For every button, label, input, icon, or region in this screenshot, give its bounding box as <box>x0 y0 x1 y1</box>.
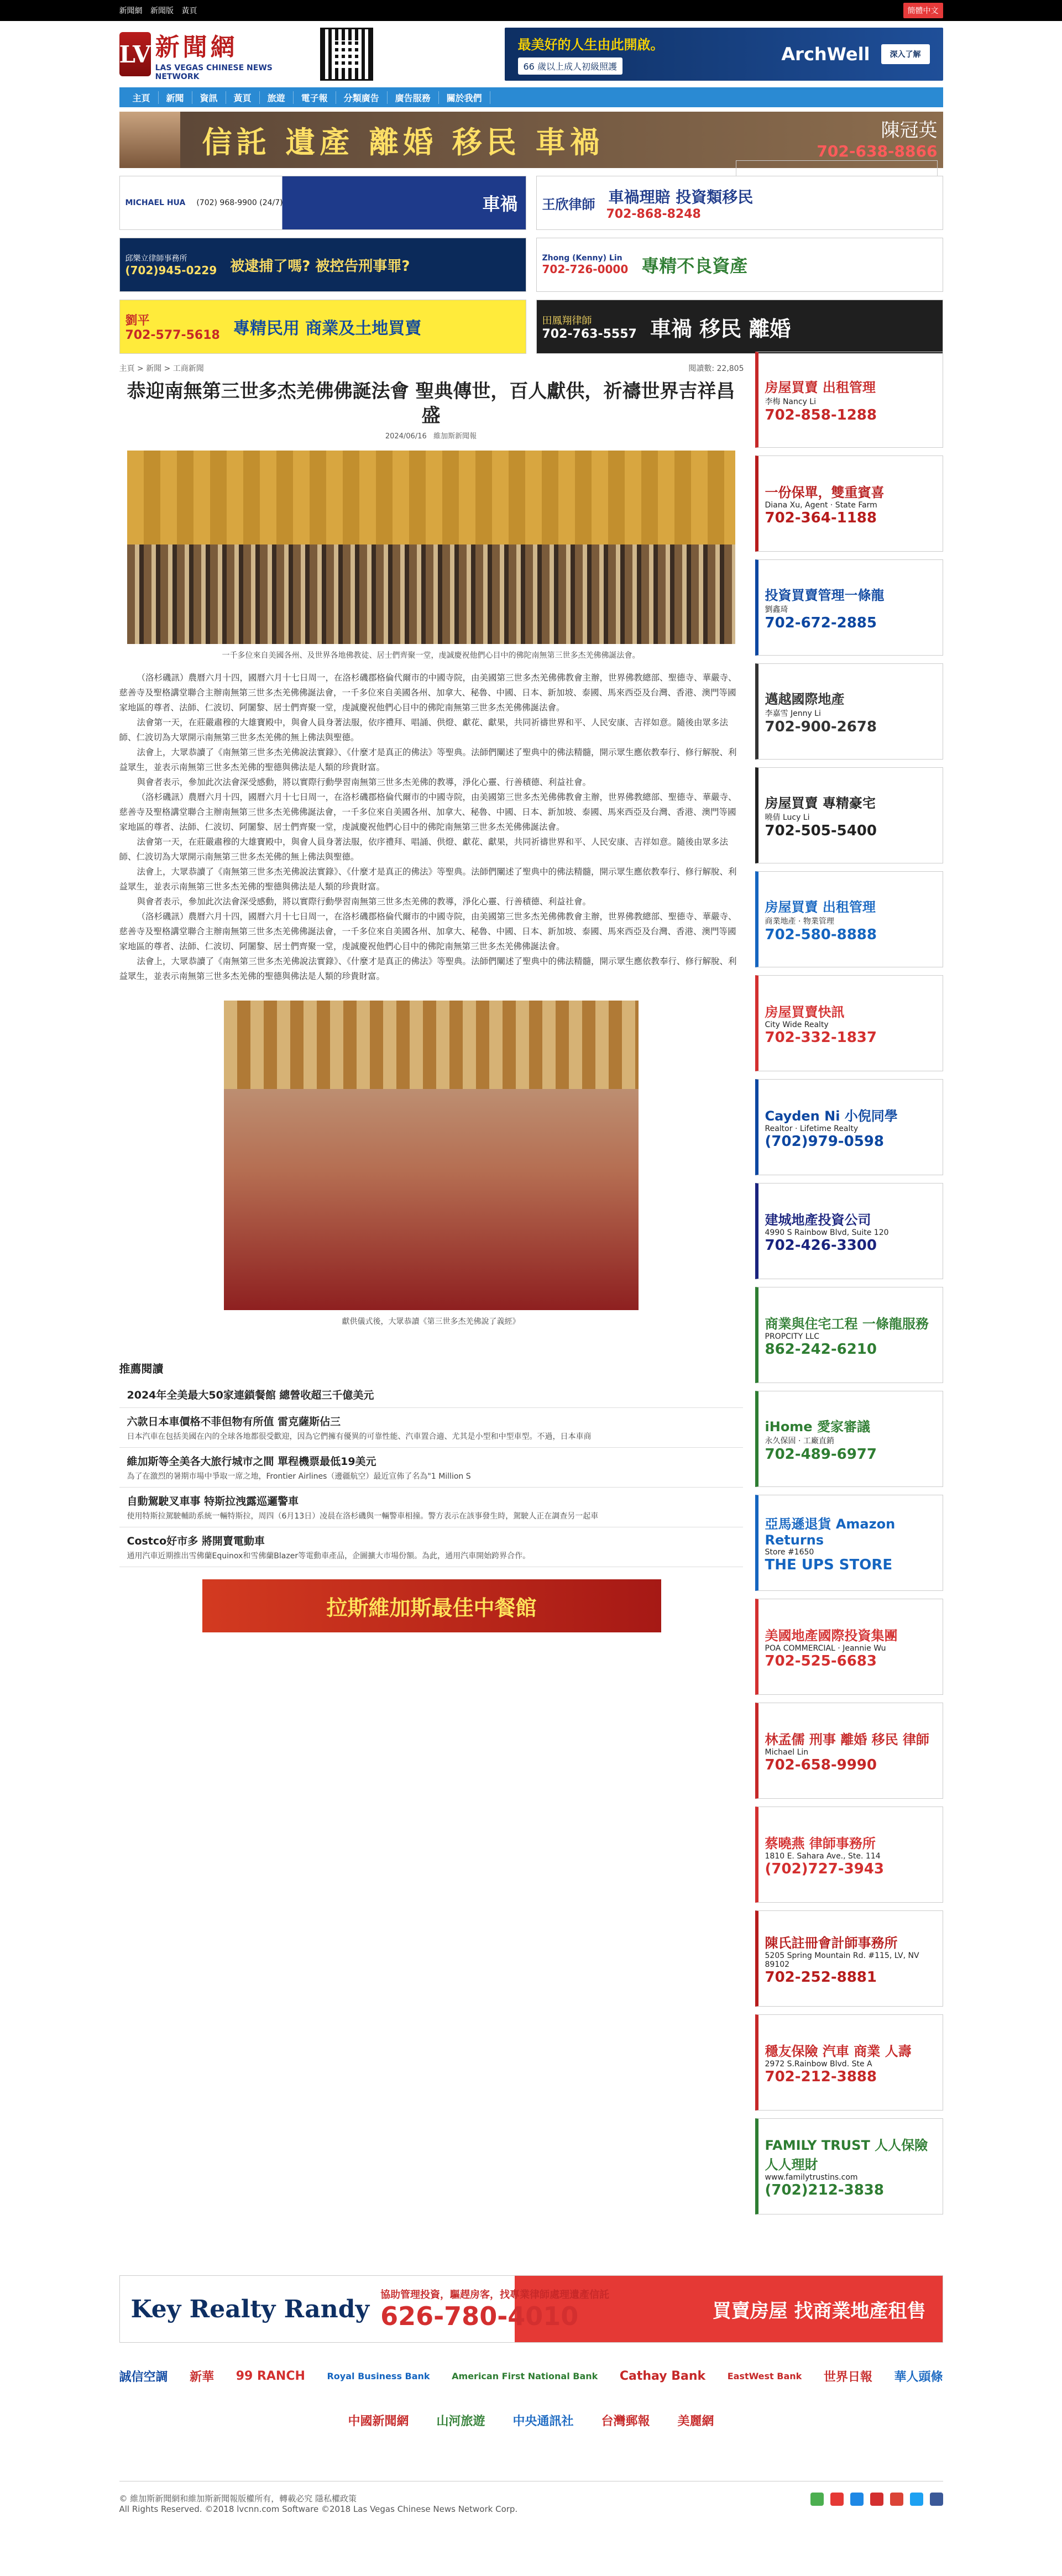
related-desc: 為了在激烈的暑期市場中爭取一席之地，Frontier Airlines（邊疆航空）最近宣佈了名為"1 Million S <box>127 1472 471 1481</box>
wechat-icon[interactable] <box>810 2493 824 2506</box>
header-ad-button[interactable]: 深入了解 <box>881 44 930 64</box>
sponsor-logo[interactable]: 中央通訊社 <box>512 2414 574 2428</box>
article-photo-2 <box>224 1001 639 1310</box>
sidebar-ad-meta: Diana Xu, Agent · State Farm <box>765 500 877 510</box>
social-links <box>810 2493 943 2514</box>
facebook-icon[interactable] <box>930 2493 943 2506</box>
breadcrumb <box>119 363 744 374</box>
sponsor-logo[interactable]: 誠信空調 <box>119 2370 168 2384</box>
related-title[interactable]: 自動駕駛叉車事 特斯拉洩露巡邏警車 <box>127 1495 299 1507</box>
google-plus-icon[interactable] <box>890 2493 903 2506</box>
sidebar-ad-phone: 702-580-8888 <box>765 926 877 943</box>
nav-info[interactable]: 資訊 <box>192 91 226 104</box>
article-content <box>119 374 743 2214</box>
sidebar-ad-meta: 2972 S.Rainbow Blvd. Ste A <box>765 2059 872 2069</box>
sidebar-ad-phone: 702-672-2885 <box>765 614 877 631</box>
key-realty-tagline: 協助管理投資，驅趕房客，找專業律師處理遺產信託 <box>380 2289 610 2301</box>
logo-en: LAS VEGAS CHINESE NEWS NETWORK <box>155 64 273 81</box>
sidebar-ad-title: iHome 愛家審議 <box>765 1418 870 1434</box>
nav-home[interactable]: 主頁 <box>125 91 159 104</box>
sidebar-ad-phone: 702-212-3888 <box>765 2068 877 2085</box>
sidebar-ad[interactable] <box>755 1079 943 1175</box>
related-heading: 推薦閱讀 <box>119 1362 164 1375</box>
sponsor-logo[interactable]: 中國新聞網 <box>348 2414 409 2428</box>
sidebar-ad-phone: 702-858-1288 <box>765 406 877 423</box>
nav-ad-service[interactable]: 廣告服務 <box>388 91 439 104</box>
sidebar-ad-title: 房屋買賣快訊 <box>765 1004 845 1020</box>
sidebar-ad-meta: 1810 E. Sahara Ave., Ste. 114 <box>765 1851 881 1861</box>
sidebar-ad[interactable] <box>755 1599 943 1695</box>
related-desc: 日本汽車在包括美國在內的全球各地都很受歡迎，因為它們擁有優異的可靠性能、汽車置合適、尤其是小型和中型車型。不過，日本車商 <box>127 1432 592 1441</box>
sidebar-ad[interactable] <box>755 975 943 1071</box>
related-item[interactable] <box>119 1448 743 1488</box>
main-nav <box>119 87 943 107</box>
ad-title: 車禍理賠 投資類移民 <box>608 187 754 206</box>
related-item[interactable] <box>119 1488 743 1527</box>
nav-about[interactable]: 關於我們 <box>439 91 490 104</box>
sidebar-ad-title: 房屋買賣 出租管理 <box>765 379 876 395</box>
sidebar-ad-phone: THE UPS STORE <box>765 1556 893 1573</box>
sidebar-ad-title: 美國地產國際投資集團 <box>765 1627 898 1643</box>
sidebar-ad-meta: 李梅 Nancy Li <box>765 397 816 406</box>
related-title[interactable]: 六款日本車價格不菲但物有所值 雷克薩斯佔三 <box>127 1416 341 1428</box>
article-date: 2024/06/16 <box>385 432 427 441</box>
nav-travel[interactable]: 旅遊 <box>260 91 294 104</box>
banner-name: 陳冠英 <box>881 119 938 142</box>
related-item[interactable] <box>119 1408 743 1448</box>
ad-title: 車禍 移民 離婚 <box>650 316 791 341</box>
article-meta <box>119 430 743 441</box>
sidebar-ad-title: 蔡曉燕 律師事務所 <box>765 1835 876 1851</box>
ad-phone: 702-726-0000 <box>542 263 629 276</box>
ad-title: 專精民用 商業及土地買賣 <box>233 319 422 338</box>
sidebar-ad-meta: www.familytrustins.com <box>765 2173 858 2182</box>
restaurant-ad[interactable]: 拉斯維加斯最佳中餐館 <box>202 1579 661 1632</box>
article-paragraph: 法會第一天，在莊嚴肅穆的大雄寶殿中，與會人員身著法服，依序禮拜、唱誦、供燈、獻花、獻果，共同祈禱世界和平、人民安康、吉祥如意。隨後由眾多法師、仁波切為大眾開示南無第三世多杰羌佛的無上佛法與聖德。 <box>119 718 729 742</box>
language-toggle[interactable]: 簡體中文 <box>903 3 943 18</box>
site-footer <box>119 2481 943 2514</box>
sidebar-ad-phone: 702-332-1837 <box>765 1029 877 1046</box>
sponsor-logo[interactable]: 華人頭條 <box>894 2370 943 2384</box>
sidebar-ad-phone: 702-489-6977 <box>765 1446 877 1463</box>
sidebar-ad-phone: 862-242-6210 <box>765 1341 877 1358</box>
youtube-icon[interactable] <box>870 2493 883 2506</box>
article-paragraph: 法會第一天，在莊嚴肅穆的大雄寶殿中，與會人員身著法服，依序禮拜、唱誦、供燈、獻花、獻果，共同祈禱世界和平、人民安康、吉祥如意。隨後由眾多法師、仁波切為大眾開示南無第三世多杰羌佛的無上佛法與聖德。 <box>119 837 729 862</box>
sidebar-ad-meta: PROPCITY LLC <box>765 1332 819 1341</box>
lawyer-banner-ad[interactable] <box>119 112 943 168</box>
article-paragraph: 法會上，大眾恭讀了《南無第三世多杰羌佛說法實錄》、《什麼才是真正的佛法》等聖典。法師們闡述了聖典中的佛法精髓，開示眾生應依教奉行、修行解脫、利益眾生，並表示南無第三世多杰羌佛的聖德與佛法是人類的珍貴財富。 <box>119 867 737 892</box>
nav-epaper[interactable]: 電子報 <box>294 91 336 104</box>
sponsor-logo[interactable]: Royal Business Bank <box>327 2370 430 2381</box>
article-photo-1 <box>127 451 735 644</box>
sidebar-ad-title: 投資買賣管理一條龍 <box>765 587 885 603</box>
ad-zhong-lin[interactable] <box>536 238 943 292</box>
article-paragraph: 與會者表示，參加此次法會深受感動，將以實際行動學習南無第三世多杰羌佛的教導，淨化心靈、行善積德、利益社會。 <box>137 897 592 907</box>
sidebar-ad-phone: 702-505-5400 <box>765 822 877 839</box>
sidebar-ad-title: 亞馬遜退貨 Amazon Returns <box>765 1516 896 1548</box>
sidebar-ad-meta: 5205 Spring Mountain Rd. #115, LV, NV 89102 <box>765 1951 919 1969</box>
sidebar-ad-phone: (702)979-0598 <box>765 1133 884 1150</box>
sidebar-ad[interactable] <box>755 1183 943 1279</box>
sidebar-ad-phone: (702)212-3838 <box>765 2182 884 2198</box>
sidebar-ad-title: 林孟儒 刑事 離婚 移民 律師 <box>765 1731 929 1747</box>
article-title: 恭迎南無第三世多杰羌佛佛誕法會 聖典傳世，百人獻供，祈禱世界吉祥昌盛 <box>127 380 735 427</box>
sidebar-ad-meta: Store #1650 <box>765 1547 814 1557</box>
sponsors-row-1 <box>119 2354 943 2398</box>
article-paragraph: （洛杉磯訊）農曆六月十四，國曆六月十七日周一，在洛杉磯郡格倫代爾市的中國寺院，由美國第三世多杰羌佛佛教會主辦，世界佛教總部、聖德寺、華嚴寺、慈善寺及聖格講堂聯合主辦南無第三世多杰羌佛佛誕法會，一千多位來自美國各州、加拿大、秘魯、中國、日本、新加坡、泰國、馬來西亞及台灣、香港、澳門等國家地區的尊者、法師、仁波切、阿闍黎、居士們齊聚一堂，虔誠慶祝他們心目中的佛陀南無第三世多杰羌佛佛誕法會。 <box>119 792 737 832</box>
article-paragraph: 與會者表示，參加此次法會深受感動，將以實際行動學習南無第三世多杰羌佛的教導，淨化心靈、行善積德、利益社會。 <box>137 777 592 787</box>
sponsors-row-2 <box>119 2398 943 2442</box>
sidebar-ad[interactable] <box>755 559 943 656</box>
footer-copyright: © 維加斯新聞網和維加斯新聞報版權所有，轉載必究 隱私權政策 <box>119 2494 357 2504</box>
nav-classifieds[interactable]: 分類廣告 <box>336 91 388 104</box>
sidebar-ad-title: 陳氏註冊會計師事務所 <box>765 1935 898 1951</box>
header-ad-brand: ArchWell <box>781 44 870 65</box>
ad-phone: 702-577-5618 <box>125 328 220 342</box>
logo-cn: 新聞網 <box>155 33 238 61</box>
article-paragraph: （洛杉磯訊）農曆六月十四，國曆六月十七日周一，在洛杉磯郡格倫代爾市的中國寺院，由美國第三世多杰羌佛佛教會主辦，世界佛教總部、聖德寺、華嚴寺、慈善寺及聖格講堂聯合主辦南無第三世多杰羌佛佛誕法會，一千多位來自美國各州、加拿大、秘魯、中國、日本、新加坡、泰國、馬來西亞及台灣、香港、澳門等國家地區的尊者、法師、仁波切、阿闍黎、居士們齊聚一堂，虔誠慶祝他們心目中的佛陀南無第三世多杰羌佛佛誕法會。 <box>119 912 737 951</box>
ad-sub: 劉平 <box>125 314 150 328</box>
article-paragraph: （洛杉磯訊）農曆六月十四，國曆六月十七日周一，在洛杉磯郡格倫代爾市的中國寺院，由美國第三世多杰羌佛佛教會主辦，世界佛教總部、聖德寺、華嚴寺、慈善寺及聖格講堂聯合主辦南無第三世多杰羌佛佛誕法會，一千多位來自美國各州、加拿大、秘魯、中國、日本、新加坡、泰國、馬來西亞及台灣、香港、澳門等國家地區的尊者、法師、仁波切、阿闍黎、居士們齊聚一堂，虔誠慶祝他們心目中的佛陀南無第三世多杰羌佛佛誕法會。 <box>119 673 737 713</box>
sidebar-ad[interactable] <box>755 1910 943 2007</box>
related-title[interactable]: 維加斯等全美各大旅行城市之間 單程機票最低19美元 <box>127 1455 376 1468</box>
sidebar-ad-title: Cayden Ni 小倪同學 <box>765 1108 898 1124</box>
sidebar-ad-meta: 劉鑫琦 <box>765 605 788 614</box>
sidebar-ad[interactable] <box>755 1287 943 1383</box>
banner-services: 信託 遺產 離婚 移民 車禍 <box>202 124 604 160</box>
key-realty-ad[interactable] <box>119 2275 943 2343</box>
key-realty-right: 買賣房屋 找商業地產租售 <box>712 2300 926 2322</box>
sidebar-ad-title: 一份保單，雙重賓喜 <box>765 484 885 500</box>
nav-yellowpages[interactable]: 黃頁 <box>226 91 260 104</box>
lawyer-photo <box>119 112 180 168</box>
sponsor-logo[interactable]: 台灣郵報 <box>601 2414 650 2428</box>
sidebar-ad[interactable] <box>755 663 943 760</box>
sidebar-ad-title: 建城地產投資公司 <box>765 1212 871 1228</box>
photo-caption-2: 獻供儀式後，大眾恭讀《第三世多杰羌佛說了義經》 <box>342 1317 520 1326</box>
sidebar-ad-meta: 曉倩 Lucy Li <box>765 813 810 822</box>
sidebar-ad[interactable] <box>755 1495 943 1591</box>
nav-news[interactable]: 新聞 <box>159 91 192 104</box>
sponsor-logo[interactable]: 山河旅遊 <box>436 2414 485 2428</box>
twitter-icon[interactable] <box>910 2493 923 2506</box>
banner-phone: 702-638-8866 <box>817 142 938 160</box>
sidebar-ad-phone: (702)727-3943 <box>765 1860 884 1877</box>
sponsor-logo[interactable]: 99 RANCH <box>236 2369 305 2383</box>
sidebar-ad-title: 商業與住宅工程 一條龍服務 <box>765 1316 929 1332</box>
ad-sub: 田鳳翔律師 <box>542 315 592 327</box>
sponsor-logo[interactable]: American First National Bank <box>452 2370 598 2381</box>
ad-phone: (702) 968-9900 (24/7) <box>196 198 283 207</box>
top-link-yellowpages[interactable]: 黃頁 <box>181 7 197 15</box>
sidebar-ad-phone: 702-658-9990 <box>765 1756 877 1773</box>
ad-sub: 邱樂立律師事務所 <box>125 254 187 263</box>
sponsor-logo[interactable]: Cathay Bank <box>619 2369 706 2383</box>
article-source: 維加斯新聞報 <box>433 432 477 441</box>
ad-phone: 702-868-8248 <box>606 207 701 221</box>
site-logo[interactable] <box>119 28 310 81</box>
article-paragraph: 法會上，大眾恭讀了《南無第三世多杰羌佛說法實錄》、《什麼才是真正的佛法》等聖典。法師們闡述了聖典中的佛法精髓，開示眾生應依教奉行、修行解脫、利益眾生，並表示南無第三世多杰羌佛的聖德與佛法是人類的珍貴財富。 <box>119 747 737 772</box>
view-count: 閱讀數: 22,805 <box>688 364 744 373</box>
header-ad-line2: 66 歲以上成人初級照護 <box>518 57 622 75</box>
sidebar-ad[interactable] <box>755 1703 943 1799</box>
sidebar-ad[interactable] <box>755 2014 943 2111</box>
ad-sub: MICHAEL HUA <box>125 198 186 207</box>
sidebar-ad-meta: 商業地產 · 物業管理 <box>765 917 834 926</box>
sidebar-ad[interactable] <box>755 352 943 448</box>
sidebar-ad[interactable] <box>755 1807 943 1903</box>
sidebar-ad-phone: 702-252-8881 <box>765 1968 877 1986</box>
ad-tian-law[interactable] <box>536 300 943 354</box>
related-desc: 使用特斯拉駕駛輔助系統一輛特斯拉，周四（6月13日）凌晨在洛杉磯與一輛警車相撞。警方表示在該事發生時，駕駛人正在調查另一起車 <box>127 1512 599 1521</box>
weibo-icon[interactable] <box>830 2493 844 2506</box>
top-link-news[interactable]: 新聞網 <box>119 7 143 15</box>
ad-title: 車禍 <box>482 193 518 214</box>
footer-rights: All Rights Reserved. ©2018 lvcnn.com Software ©2018 Las Vegas Chinese News Network Corp. <box>119 2504 518 2514</box>
sidebar-ad-meta: 永久保固 · 工廠直銷 <box>765 1436 834 1446</box>
sidebar-ad-title: FAMILY TRUST 人人保險 人人理財 <box>765 2138 928 2172</box>
related-title[interactable]: Costco好市多 將開賣電動車 <box>127 1535 265 1547</box>
sidebar-ad-meta: Realtor · Lifetime Realty <box>765 1124 859 1133</box>
sidebar-ad-phone: 702-426-3300 <box>765 1237 877 1254</box>
top-links <box>119 5 203 16</box>
sidebar-ads <box>755 352 943 2214</box>
sponsor-logo[interactable]: EastWest Bank <box>727 2370 802 2381</box>
ad-title: 專精不良資產 <box>641 255 748 276</box>
related-title[interactable]: 2024年全美最大50家連鎖餐館 總營收超三千億美元 <box>127 1389 374 1401</box>
ad-liu-ping[interactable] <box>119 300 526 354</box>
sidebar-ad-meta: City Wide Realty <box>765 1020 829 1029</box>
sidebar-ad[interactable] <box>755 767 943 863</box>
related-item[interactable] <box>119 1381 743 1408</box>
qr-code-icon <box>320 28 373 81</box>
logo-mark-icon: LV <box>119 32 151 76</box>
sidebar-ad-meta: POA COMMERCIAL · Jeannie Wu <box>765 1643 886 1653</box>
ad-wang-law[interactable] <box>536 176 943 230</box>
sidebar-ad-meta: Michael Lin <box>765 1747 809 1757</box>
ad-phone: (702)945-0229 <box>125 264 217 277</box>
sidebar-ad[interactable] <box>755 871 943 967</box>
ad-qiu-law[interactable] <box>119 238 526 292</box>
related-desc: 通用汽車近期推出雪佛蘭Equinox和雪佛蘭Blazer等電動車產品，企圖擴大市場份額。為此，通用汽車開始跨界合作。 <box>127 1552 531 1561</box>
sidebar-ad[interactable] <box>755 1391 943 1487</box>
top-link-paper[interactable]: 新聞版 <box>150 7 174 15</box>
sidebar-ad-phone: 702-525-6683 <box>765 1652 877 1669</box>
sidebar-ad-meta: 4990 S Rainbow Blvd, Suite 120 <box>765 1228 889 1237</box>
sidebar-ad-phone: 702-900-2678 <box>765 718 877 735</box>
sidebar-ad-phone: 702-364-1188 <box>765 509 877 526</box>
article-paragraph: 法會上，大眾恭讀了《南無第三世多杰羌佛說法實錄》、《什麼才是真正的佛法》等聖典。法師們闡述了聖典中的佛法精髓，開示眾生應依教奉行、修行解脫、利益眾生，並表示南無第三世多杰羌佛的聖德與佛法是人類的珍貴財富。 <box>119 956 737 981</box>
ad-sub: Zhong (Kenny) Lin <box>542 254 622 263</box>
top-bar <box>0 0 1062 21</box>
related-item[interactable] <box>119 1527 743 1567</box>
key-realty-phone: 626-780-4010 <box>380 2301 579 2331</box>
header-ad[interactable] <box>505 28 943 81</box>
sidebar-ad-title: 房屋買賣 出租管理 <box>765 899 876 915</box>
sponsor-logo[interactable]: 新華 <box>190 2370 215 2384</box>
sidebar-ad-title: 房屋買賣 專精豪宅 <box>765 795 876 811</box>
sponsor-logo[interactable]: 美麗網 <box>677 2414 714 2428</box>
sidebar-ad-title: 穩友保險 汽車 商業 人壽 <box>765 2043 912 2059</box>
sidebar-ad-meta: 李嘉雪 Jenny Li <box>765 709 821 718</box>
sidebar-ad-title: 邁越國際地產 <box>765 691 845 707</box>
sponsor-logo[interactable]: 世界日報 <box>823 2370 872 2384</box>
ad-title: 被逮捕了嗎? 被控告刑事罪? <box>230 258 410 275</box>
ad-michael-hua[interactable] <box>119 176 526 230</box>
ad-phone: 702-763-5557 <box>542 327 637 341</box>
sidebar-ad[interactable] <box>755 455 943 552</box>
breadcrumb-path[interactable]: 主頁 > 新聞 > 工商新聞 <box>119 364 204 373</box>
key-realty-name: Key Realty Randy <box>130 2295 370 2323</box>
qq-icon[interactable] <box>850 2493 864 2506</box>
article-body <box>119 671 743 984</box>
photo-caption-1: 一千多位來自美國各州、及世界各地佛教徒、居士們齊聚一堂，虔誠慶祝他們心目中的佛陀南無第三世多杰羌佛佛誕法會。 <box>222 651 640 660</box>
header-ad-line1: 最美好的人生由此開啟。 <box>517 37 664 53</box>
sidebar-ad[interactable] <box>755 2118 943 2214</box>
site-header <box>119 21 943 87</box>
ad-sub: 王欣律師 <box>542 196 595 212</box>
